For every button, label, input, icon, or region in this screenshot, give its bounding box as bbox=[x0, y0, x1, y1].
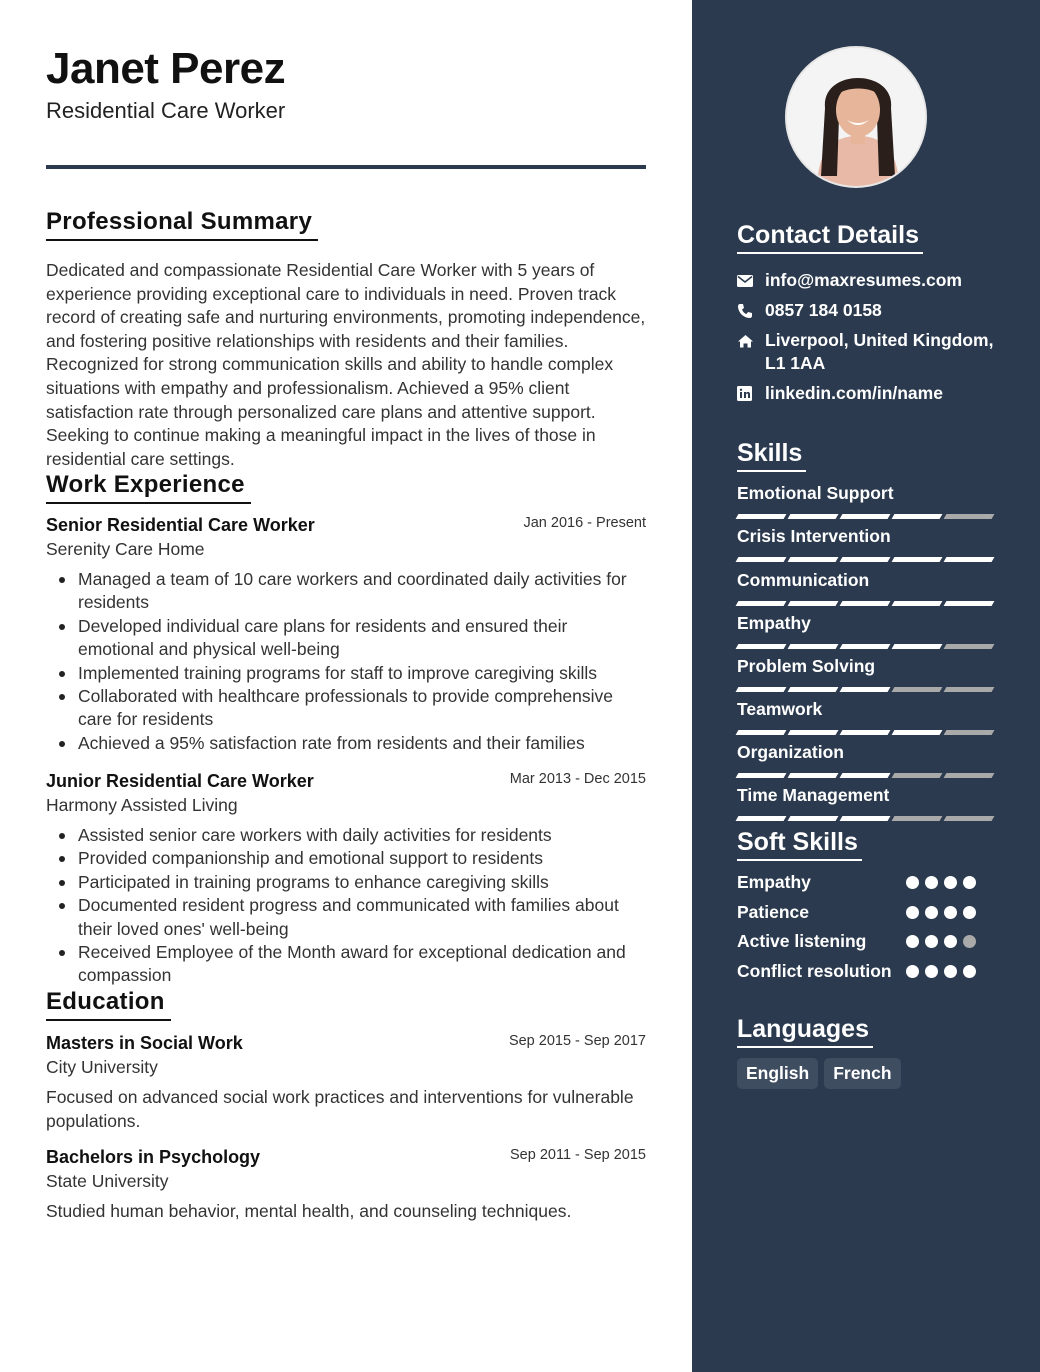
school-name: City University bbox=[46, 1057, 158, 1077]
skill-bar-segment bbox=[840, 644, 891, 649]
skill-bar-segment bbox=[892, 514, 943, 519]
rating-dot bbox=[906, 935, 919, 948]
rating-dot bbox=[963, 965, 976, 978]
skill-bar-segment bbox=[892, 773, 943, 778]
skill-bar-segment bbox=[840, 730, 891, 735]
skill-bar-segment bbox=[736, 730, 787, 735]
rating-dot bbox=[944, 876, 957, 889]
rating-dot bbox=[906, 876, 919, 889]
soft-skill-label: Patience bbox=[737, 902, 809, 922]
soft-skill-label: Active listening bbox=[737, 931, 867, 951]
skill-bar-segment bbox=[944, 730, 995, 735]
job-entry bbox=[46, 771, 646, 988]
linkedin-icon bbox=[737, 382, 765, 405]
phone-icon bbox=[737, 299, 765, 322]
skill-bar-segment bbox=[736, 557, 787, 562]
skill-bar-segment bbox=[736, 644, 787, 649]
job-bullet: Developed individual care plans for residents and ensured their emotional and physical well-being bbox=[46, 615, 646, 662]
rating-dot bbox=[925, 876, 938, 889]
skill-item bbox=[737, 570, 993, 606]
skill-bar-segment bbox=[892, 816, 943, 821]
rating-dot bbox=[906, 965, 919, 978]
job-bullet: Documented resident progress and communicated with families about their loved ones' well-being bbox=[46, 894, 646, 941]
skill-bar-segment bbox=[840, 557, 891, 562]
skill-bar-segment bbox=[840, 773, 891, 778]
skill-bar-segment bbox=[788, 773, 839, 778]
rating-dot bbox=[925, 935, 938, 948]
skill-bar-segment bbox=[788, 644, 839, 649]
skill-bar-segment bbox=[788, 730, 839, 735]
skill-item bbox=[737, 526, 993, 562]
skill-bar-segment bbox=[840, 816, 891, 821]
languages-heading: Languages bbox=[737, 1015, 873, 1048]
email-text: info@maxresumes.com bbox=[765, 270, 962, 290]
job-title: Senior Residential Care Worker bbox=[46, 515, 315, 535]
job-bullet: Achieved a 95% satisfaction rate from residents and their families bbox=[46, 732, 646, 755]
education-description: Focused on advanced social work practices and interventions for vulnerable populations. bbox=[46, 1087, 634, 1131]
rating-dot bbox=[925, 906, 938, 919]
skill-bar-segment bbox=[944, 644, 995, 649]
job-title: Junior Residential Care Worker bbox=[46, 771, 314, 791]
education-heading: Education bbox=[46, 988, 171, 1021]
rating-dot bbox=[944, 965, 957, 978]
rating-dot bbox=[963, 935, 976, 948]
job-bullet: Managed a team of 10 care workers and coordinated daily activities for residents bbox=[46, 568, 646, 615]
job-date: Jan 2016 - Present bbox=[523, 515, 646, 531]
school-name: State University bbox=[46, 1171, 169, 1191]
skill-bar-segment bbox=[892, 687, 943, 692]
job-bullet: Collaborated with healthcare professionals to provide comprehensive care for residents bbox=[46, 685, 646, 732]
phone-text: 0857 184 0158 bbox=[765, 300, 882, 320]
skill-label: Emotional Support bbox=[737, 483, 894, 503]
skill-bar-segment bbox=[788, 816, 839, 821]
skill-label: Communication bbox=[737, 570, 870, 590]
skill-bar-segment bbox=[892, 601, 943, 606]
job-bullets bbox=[46, 824, 646, 988]
education-date: Sep 2015 - Sep 2017 bbox=[508, 1033, 646, 1049]
skill-level-bar bbox=[737, 730, 993, 735]
job-date: Mar 2013 - Dec 2015 bbox=[509, 771, 646, 787]
skill-item bbox=[737, 483, 993, 519]
job-bullets bbox=[46, 568, 646, 755]
skill-bar-segment bbox=[736, 687, 787, 692]
skill-item bbox=[737, 613, 993, 649]
summary-heading: Professional Summary bbox=[46, 208, 318, 241]
education-date: Sep 2011 - Sep 2015 bbox=[510, 1147, 646, 1163]
sidebar bbox=[692, 0, 1040, 1372]
skill-item bbox=[737, 785, 993, 821]
rating-dot bbox=[963, 876, 976, 889]
skill-bar-segment bbox=[788, 601, 839, 606]
soft-skill-rating bbox=[906, 906, 976, 919]
rating-dot bbox=[944, 935, 957, 948]
job-bullet: Received Employee of the Month award for exceptional dedication and compassion bbox=[46, 941, 646, 988]
skill-bar-segment bbox=[892, 730, 943, 735]
skill-bar-segment bbox=[892, 644, 943, 649]
skill-bar-segment bbox=[736, 816, 787, 821]
skill-level-bar bbox=[737, 773, 993, 778]
education-entry bbox=[46, 1147, 646, 1224]
job-organization: Serenity Care Home bbox=[46, 539, 205, 559]
header-divider bbox=[46, 165, 646, 169]
skill-bar-segment bbox=[944, 773, 995, 778]
degree-title: Masters in Social Work bbox=[46, 1033, 243, 1053]
soft-skill-label: Conflict resolution bbox=[737, 961, 892, 981]
soft-skill-label: Empathy bbox=[737, 872, 811, 892]
skill-bar-segment bbox=[840, 601, 891, 606]
degree-title: Bachelors in Psychology bbox=[46, 1147, 261, 1167]
contact-heading: Contact Details bbox=[737, 221, 923, 254]
skill-level-bar bbox=[737, 557, 993, 562]
skill-level-bar bbox=[737, 816, 993, 821]
skill-item bbox=[737, 742, 993, 778]
job-bullet: Implemented training programs for staff to improve caregiving skills bbox=[46, 662, 646, 685]
languages-list bbox=[737, 1058, 901, 1089]
language-tag: French bbox=[824, 1058, 900, 1089]
skill-label: Problem Solving bbox=[737, 656, 876, 676]
rating-dot bbox=[925, 965, 938, 978]
soft-skills-heading: Soft Skills bbox=[737, 828, 862, 861]
skill-level-bar bbox=[737, 601, 993, 606]
job-bullet: Provided companionship and emotional support to residents bbox=[46, 847, 646, 870]
soft-skill-rating bbox=[906, 876, 976, 889]
rating-dot bbox=[906, 906, 919, 919]
skill-bar-segment bbox=[788, 557, 839, 562]
experience-heading: Work Experience bbox=[46, 471, 251, 504]
skill-bar-segment bbox=[788, 514, 839, 519]
skill-bar-segment bbox=[944, 601, 995, 606]
skill-level-bar bbox=[737, 514, 993, 519]
contact-phone[interactable] bbox=[737, 299, 882, 322]
contact-linkedin[interactable] bbox=[737, 382, 943, 405]
job-bullet: Participated in training programs to enhance caregiving skills bbox=[46, 871, 646, 894]
envelope-icon bbox=[737, 269, 765, 292]
education-description: Studied human behavior, mental health, and counseling techniques. bbox=[46, 1201, 572, 1221]
skill-label: Crisis Intervention bbox=[737, 526, 891, 546]
education-entry bbox=[46, 1033, 646, 1133]
skill-bar-segment bbox=[840, 687, 891, 692]
skill-label: Teamwork bbox=[737, 699, 823, 719]
skill-label: Organization bbox=[737, 742, 844, 762]
skill-bar-segment bbox=[944, 514, 995, 519]
job-organization: Harmony Assisted Living bbox=[46, 795, 238, 815]
skill-bar-segment bbox=[736, 514, 787, 519]
skill-item bbox=[737, 699, 993, 735]
skill-bar-segment bbox=[892, 557, 943, 562]
soft-skill-rating bbox=[906, 935, 976, 948]
skill-bar-segment bbox=[944, 816, 995, 821]
rating-dot bbox=[963, 906, 976, 919]
skill-bar-segment bbox=[736, 601, 787, 606]
skill-bar-segment bbox=[788, 687, 839, 692]
candidate-name: Janet Perez bbox=[46, 44, 286, 93]
skill-label: Time Management bbox=[737, 785, 890, 805]
skills-heading: Skills bbox=[737, 439, 806, 472]
skill-label: Empathy bbox=[737, 613, 811, 633]
language-tag: English bbox=[737, 1058, 818, 1089]
skill-bar-segment bbox=[944, 687, 995, 692]
summary-text: Dedicated and compassionate Residential Care Worker with 5 years of experience providing exceptional care to individuals in need. Proven track record of creating safe and nurturing environments, promoting independence, and fostering positive relationships with residents and their families. Recognized for strong communication skills and ability to handle complex situations with empathy and professionalism. Achieved a 95% client satisfaction rate through personalized care plans and attentive support. Seeking to continue making a meaningful impact in the lives of those in residential care settings. bbox=[46, 260, 646, 469]
home-icon bbox=[737, 329, 765, 352]
skill-bar-segment bbox=[736, 773, 787, 778]
linkedin-text: linkedin.com/in/name bbox=[765, 383, 943, 403]
skill-item bbox=[737, 656, 993, 692]
skill-bar-segment bbox=[840, 514, 891, 519]
skill-level-bar bbox=[737, 644, 993, 649]
profile-photo bbox=[785, 46, 927, 188]
portrait-illustration bbox=[787, 48, 927, 188]
candidate-role: Residential Care Worker bbox=[46, 98, 286, 123]
address-text: Liverpool, United Kingdom, L1 1AA bbox=[765, 330, 994, 373]
soft-skill-rating bbox=[906, 965, 976, 978]
contact-email[interactable] bbox=[737, 269, 962, 292]
skill-level-bar bbox=[737, 687, 993, 692]
job-entry bbox=[46, 515, 646, 755]
skill-bar-segment bbox=[944, 557, 995, 562]
contact-address bbox=[737, 329, 997, 375]
job-bullet: Assisted senior care workers with daily activities for residents bbox=[46, 824, 646, 847]
rating-dot bbox=[944, 906, 957, 919]
